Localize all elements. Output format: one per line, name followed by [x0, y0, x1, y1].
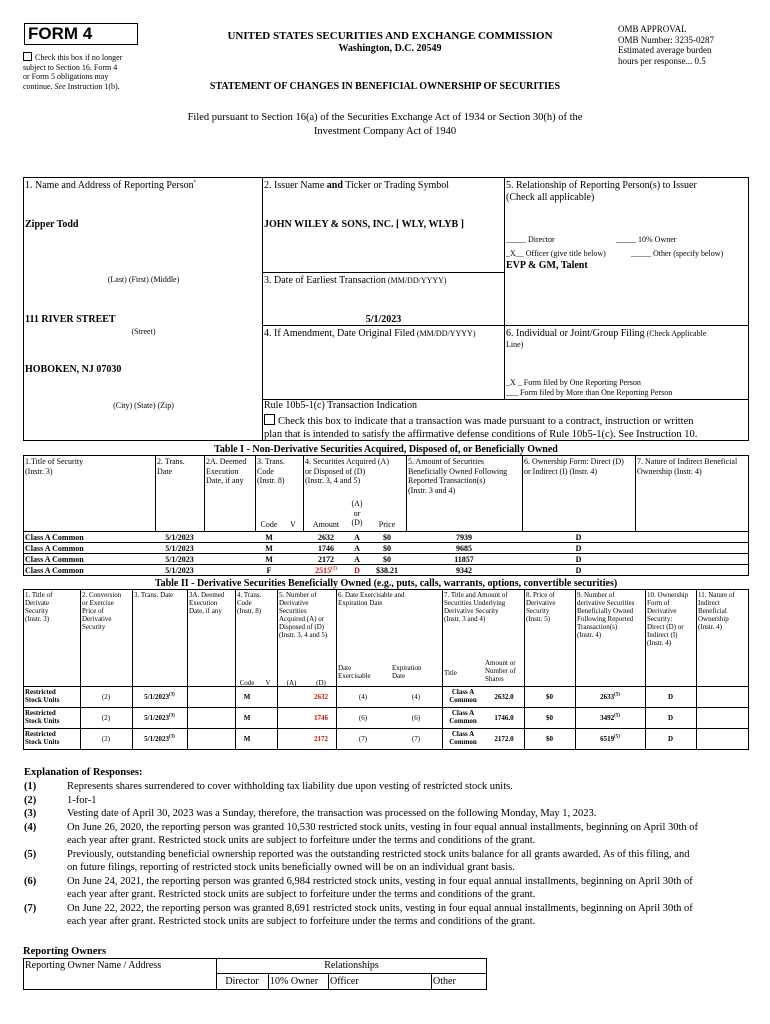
joint-filing-label: 6. Individual or Joint/Group Filing (Check Applicable Line) [506, 328, 707, 349]
agency-location: Washington, D.C. 20549 [338, 43, 442, 54]
t1-sub-amount: Amount [312, 520, 340, 529]
relationship-director[interactable]: _____ Director [506, 235, 555, 244]
reporting-owners-heading: Reporting Owners [23, 946, 107, 957]
table2-title: Table II - Derivative Securities Beneficially Owned (e.g., puts, calls, warrants, options, convertible securities) [154, 578, 618, 589]
rule-10b5-label: Rule 10b5-1(c) Transaction Indication [264, 400, 418, 411]
t2-sub-expiration: Expiration Date [392, 664, 422, 680]
owners-sub-ten: 10% Owner [270, 976, 319, 987]
explanation-item: (2) 1-for-1 [24, 794, 97, 806]
t2-sub-title: Title [444, 669, 457, 677]
t2-header-price: 8. Price of Derivative Security (Instr. 5) [526, 591, 556, 623]
amendment-date-label: 4. If Amendment, Date Original Filed (MM/DD/YYYY) [264, 328, 476, 339]
reporting-person-city: HOBOKEN, NJ 07030 [25, 364, 122, 375]
explanation-item: (7) On June 22, 2022, the reporting person was granted 8,691 restricted stock units, vesting in four equal annual installments, beginning on April 30th of each year after grant. Restricted stock units are subject to forfeiture under the terms and conditions of the grant. [24, 902, 693, 927]
explanation-item: (5) Previously, outstanding beneficial ownership reported was the outstanding restricted stock units balance for all grants awarded. As of this filing, and on future filings, reporting of restricted stock units beneficially owned will be on an individual grant basis. [24, 848, 690, 873]
filed-pursuant-text: Filed pursuant to Section 16(a) of the Securities Exchange Act of 1934 or Section 30(h) of the Investment Company Act of 1940 [187, 112, 583, 137]
t2-header-underlying: 7. Title and Amount of Securities Underlying Derivative Security (Instr. 3 and 4) [444, 591, 508, 623]
explanation-item: (1) Represents shares surrendered to cover withholding tax liability due upon vesting of restricted stock units. [24, 781, 513, 792]
earliest-transaction-date: 5/1/2023 [365, 314, 402, 325]
owners-sub-other: Other [433, 976, 456, 987]
t2-sub-d: (D) [316, 679, 326, 687]
section16-text-4: continue. See Instruction 1(b). [23, 81, 120, 91]
t1-sub-code: Code [260, 520, 278, 529]
t2-sub-v: V [265, 679, 271, 687]
t2-sub-a: (A) [286, 679, 297, 687]
rule-10b5-text: Check this box to indicate that a transaction was made pursuant to a contract, instruction or written plan that is intended to satisfy the affirmative defense conditions of Rule 10b5-1(c). See Instruction 10. [264, 416, 698, 440]
explanation-list [24, 780, 754, 929]
t2-header-conversion: 2. Conversion or Exercise Price of Derivative Security [82, 591, 122, 631]
section16-checkbox[interactable] [23, 52, 32, 61]
relationship-ten-percent-owner[interactable]: _____ 10% Owner [616, 235, 677, 244]
table1-title: Table I - Non-Derivative Securities Acquired, Disposed of, or Beneficially Owned [214, 444, 558, 455]
section16-text-2: subject to Section 16. Form 4 [23, 62, 118, 72]
relationship-officer[interactable]: _X__ Officer (give title below) [506, 249, 606, 258]
joint-filing-option-one[interactable]: _X _ Form filed by One Reporting Person [506, 378, 641, 387]
t2-sub-code: Code [239, 679, 255, 687]
t2-header-owned: 9. Number of derivative Securities Beneficially Owned Following Reported Transaction(s) (Instr. 4) [577, 591, 635, 639]
t1-header-ownership-form: 6. Ownership Form: Direct (D) or Indirect (I) (Instr. 4) [524, 457, 624, 476]
explanation-item: (4) On June 26, 2020, the reporting person was granted 10,530 restricted stock units, vesting in four equal annual installments, beginning on April 30th of each year after grant. Restricted stock units are subject to forfeiture under the terms and conditions of the grant. [24, 821, 699, 846]
t1-header-date: 2. Trans. Date [157, 457, 185, 476]
t1-sub-price: Price [378, 520, 396, 529]
section16-checkbox-block [23, 52, 158, 91]
t1-sub-aord: (A) or (D) [351, 499, 363, 527]
section16-text-1: Check this box if no longer [35, 53, 123, 62]
t2-header-exercisable: 6. Date Exercisable and Expiration Date [338, 591, 405, 607]
issuer-name-value: JOHN WILEY & SONS, INC. [ WLY, WLYB ] [264, 219, 464, 230]
t1-header-code: 3. Trans. Code (Instr. 8) [257, 457, 285, 485]
reporting-person-street: 111 RIVER STREET [25, 314, 116, 325]
t2-header-ownership-form: 10. Ownership Form of Derivative Security: Direct (D) or Indirect (I) (Instr. 4) [647, 591, 689, 647]
issuer-name-label: 2. Issuer Name and Ticker or Trading Symbol [264, 180, 450, 191]
explanation-item: (3) Vesting date of April 30, 2023 was a Sunday, therefore, the transaction was processed on the following Monday, May 1, 2023. [24, 808, 597, 819]
explanation-item: (6) On June 24, 2021, the reporting person was granted 6,984 restricted stock units, vesting in four equal annual installments, beginning on April 30th of each year after grant. Restricted stock units are subject to forfeiture under the terms and conditions of the grant. [24, 875, 693, 900]
statement-title: STATEMENT OF CHANGES IN BENEFICIAL OWNERSHIP OF SECURITIES [209, 81, 561, 92]
t2-header-title: 1. Title of Derivate Security (Instr. 3) [25, 591, 53, 623]
owners-col-name: Reporting Owner Name / Address [25, 960, 162, 971]
t1-header-nature: 7. Nature of Indirect Beneficial Ownership (Instr. 4) [637, 457, 738, 476]
relationship-label: 5. Relationship of Reporting Person(s) to Issuer (Check all applicable) [506, 180, 697, 203]
name-format-hint: (Last) (First) (Middle) [107, 275, 180, 284]
city-hint: (City) (State) (Zip) [113, 401, 174, 410]
t2-header-number: 5. Number of Derivative Securities Acquired (A) or Disposed of (D) (Instr. 3, 4 and 5) [279, 591, 328, 639]
owners-col-relationships: Relationships [324, 960, 379, 971]
relationship-other[interactable]: _____ Other (specify below) [631, 249, 724, 258]
t2-header-deemed: 3A. Deemed Execution Date, if any [189, 591, 225, 615]
form-title: FORM 4 [28, 24, 93, 43]
t2-header-nature: 11. Nature of Indirect Beneficial Ownership (Instr. 4) [698, 591, 735, 631]
reporting-person-name: Zipper Todd [25, 219, 79, 230]
rule-10b5-checkbox[interactable] [264, 414, 275, 425]
t2-sub-amount: Amount or Number of Shares [485, 659, 516, 683]
earliest-transaction-label: 3. Date of Earliest Transaction (MM/DD/YYYY) [264, 275, 447, 286]
officer-title: EVP & GM, Talent [506, 260, 588, 271]
section16-text-3: or Form 5 obligations may [23, 72, 109, 81]
t1-header-title: 1.Title of Security (Instr. 3) [25, 457, 84, 476]
t1-header-acquired: 4. Securities Acquired (A) or Disposed of (D) (Instr. 3, 4 and 5) [305, 457, 389, 485]
t1-header-deemed: 2A. Deemed Execution Date, if any [206, 457, 247, 485]
reporting-person-label: 1. Name and Address of Reporting Person* [25, 180, 197, 191]
street-hint: (Street) [131, 327, 156, 336]
t2-header-date: 3. Trans. Date [134, 591, 174, 599]
t2-header-code: 4. Trans. Code (Instr. 8) [237, 591, 262, 615]
owners-sub-officer: Officer [330, 976, 359, 987]
t1-header-owned: 5. Amount of Securities Beneficially Owned Following Reported Transaction(s) (Instr. 3 and 4) [408, 457, 508, 495]
joint-filing-option-more[interactable]: ___ Form filed by More than One Reporting Person [506, 388, 673, 397]
t1-sub-v: V [290, 520, 296, 529]
agency-name: UNITED STATES SECURITIES AND EXCHANGE COMMISSION [227, 30, 553, 42]
t2-sub-exercisable: Date Exercisable [338, 664, 371, 680]
owners-sub-director: Director [225, 976, 259, 987]
explanation-heading: Explanation of Responses: [24, 767, 143, 778]
omb-approval: OMB APPROVAL OMB Number: 3235-0287 Estimated average burden hours per response... 0.5 [618, 24, 714, 66]
